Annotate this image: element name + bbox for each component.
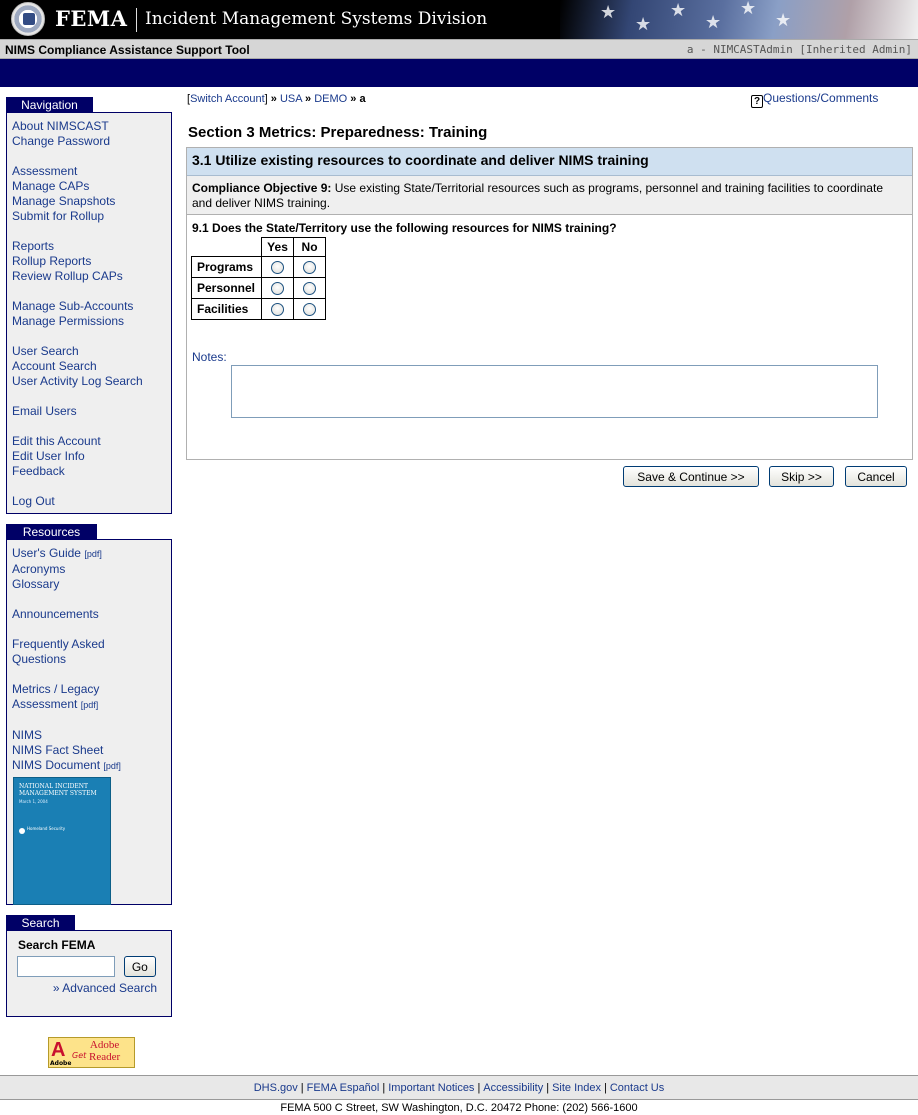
footer-links: DHS.gov | FEMA Español | Important Notices | Accessibility | Site Index | Contact Us — [0, 1075, 918, 1100]
fema-logo[interactable]: FEMA — [55, 6, 128, 31]
footer-link-fema-espanol[interactable]: FEMA Español — [306, 1082, 380, 1094]
sidebar-item-manage-sub-accounts[interactable]: Manage Sub-Accounts — [12, 299, 134, 313]
sidebar-item-submit-for-rollup[interactable]: Submit for Rollup — [12, 209, 105, 223]
user-info: a - NIMCASTAdmin [Inherited Admin] — [686, 43, 912, 56]
sidebar-item-edit-user-info[interactable]: Edit User Info — [12, 449, 85, 463]
sidebar-item-log-out[interactable]: Log Out — [12, 494, 55, 508]
sidebar-item-assessment[interactable]: Assessment — [12, 164, 78, 178]
table-row — [192, 278, 326, 299]
breadcrumb: [Switch Account] » USA » DEMO » a — [187, 93, 366, 105]
flag-banner: ★ ★ ★ ★ ★ ★ — [560, 0, 918, 39]
footer-link-contact-us[interactable]: Contact Us — [609, 1082, 665, 1094]
nims-fact-sheet-link[interactable]: NIMS Fact Sheet — [12, 743, 104, 757]
breadcrumb-current: a — [359, 93, 366, 105]
footer-link-dhs[interactable]: DHS.gov — [253, 1082, 298, 1094]
row-label-personnel: Personnel — [192, 278, 262, 299]
tool-bar — [0, 39, 918, 59]
breadcrumb-usa[interactable]: USA — [279, 93, 302, 105]
users-guide-link[interactable]: User's Guide [pdf] — [12, 546, 102, 560]
sidebar-item-rollup-reports[interactable]: Rollup Reports — [12, 254, 92, 268]
resources-tab: Resources — [6, 524, 97, 539]
blue-banner — [0, 59, 918, 87]
page-title: Section 3 Metrics: Preparedness: Training — [188, 124, 488, 141]
facilities-yes-radio[interactable] — [271, 303, 284, 316]
footer-link-accessibility[interactable]: Accessibility — [483, 1082, 544, 1094]
division-title: Incident Management Systems Division — [145, 9, 488, 29]
go-button[interactable]: Go — [124, 956, 156, 977]
sidebar-item-account-search[interactable]: Account Search — [12, 359, 97, 373]
facilities-no-radio[interactable] — [303, 303, 316, 316]
dhs-seal-icon — [11, 2, 45, 36]
sidebar-item-user-search[interactable]: User Search — [12, 344, 79, 358]
search-input[interactable] — [17, 956, 115, 977]
sidebar-item-manage-snapshots[interactable]: Manage Snapshots — [12, 194, 116, 208]
save-continue-button[interactable]: Save & Continue >> — [623, 466, 759, 487]
announcements-link[interactable]: Announcements — [12, 607, 99, 621]
sidebar-item-feedback[interactable]: Feedback — [12, 464, 65, 478]
panel-heading: 3.1 Utilize existing resources to coordinate and deliver NIMS training — [187, 148, 912, 176]
skip-button[interactable]: Skip >> — [769, 466, 834, 487]
compliance-objective: Compliance Objective 9: Use existing State/Territorial resources such as programs, personnel and training facilities to coordinate and deliver NIMS training. — [187, 176, 912, 215]
notes-label: Notes: — [192, 350, 227, 364]
programs-no-radio[interactable] — [303, 261, 316, 274]
adobe-logo-icon: A — [51, 1039, 66, 1061]
sidebar-item-edit-this-account[interactable]: Edit this Account — [12, 434, 101, 448]
get-adobe-reader-badge[interactable]: A Adobe Get Adobe Reader — [48, 1037, 135, 1068]
sidebar-item-about-nimscast[interactable]: About NIMSCAST — [12, 119, 109, 133]
sidebar-item-email-users[interactable]: Email Users — [12, 404, 77, 418]
personnel-yes-radio[interactable] — [271, 282, 284, 295]
navigation-box — [6, 112, 172, 514]
acronyms-link[interactable]: Acronyms — [12, 562, 66, 576]
questions-comments-link[interactable]: ? Questions/Comments — [751, 91, 878, 108]
resources-question-table — [191, 237, 326, 320]
footer-link-important-notices[interactable]: Important Notices — [388, 1082, 475, 1094]
search-tab: Search — [6, 915, 75, 930]
programs-yes-radio[interactable] — [271, 261, 284, 274]
column-no: No — [294, 238, 326, 257]
navigation-tab: Navigation — [6, 97, 93, 112]
column-yes: Yes — [262, 238, 294, 257]
dhs-seal-icon — [19, 828, 25, 834]
sidebar-item-reports[interactable]: Reports — [12, 239, 55, 253]
table-row — [192, 299, 326, 320]
resources-box — [6, 539, 172, 905]
sidebar-item-review-rollup-caps[interactable]: Review Rollup CAPs — [12, 269, 123, 283]
faq-link[interactable]: Frequently Asked Questions — [12, 637, 105, 666]
metric-panel — [186, 147, 913, 460]
tool-name: NIMS Compliance Assistance Support Tool — [5, 43, 250, 57]
header-divider — [136, 8, 137, 32]
nims-link[interactable]: NIMS — [12, 728, 42, 742]
nims-document-cover[interactable]: NATIONAL INCIDENT MANAGEMENT SYSTEM March 1, 2004 Homeland Security — [13, 777, 111, 905]
row-label-facilities: Facilities — [192, 299, 262, 320]
sidebar-item-manage-permissions[interactable]: Manage Permissions — [12, 314, 125, 328]
question-text: 9.1 Does the State/Territory use the following resources for NIMS training? — [192, 221, 617, 235]
glossary-link[interactable]: Glossary — [12, 577, 60, 591]
metrics-legacy-link[interactable]: Metrics / Legacy Assessment [pdf] — [12, 682, 100, 711]
footer-address: FEMA 500 C Street, SW Washington, D.C. 20472 Phone: (202) 566-1600 — [280, 1102, 638, 1114]
search-fema-label: Search FEMA — [18, 938, 96, 952]
help-icon: ? — [751, 95, 763, 108]
row-label-programs: Programs — [192, 257, 262, 278]
notes-textarea[interactable] — [231, 365, 878, 418]
advanced-search-link[interactable]: » Advanced Search — [52, 981, 157, 995]
switch-account-link[interactable]: Switch Account — [190, 93, 265, 105]
nims-document-link[interactable]: NIMS Document [pdf] — [12, 758, 121, 772]
footer-link-site-index[interactable]: Site Index — [552, 1082, 601, 1094]
sidebar-item-manage-caps[interactable]: Manage CAPs — [12, 179, 90, 193]
table-row — [192, 257, 326, 278]
fema-header — [0, 0, 918, 39]
breadcrumb-demo[interactable]: DEMO — [314, 93, 348, 105]
personnel-no-radio[interactable] — [303, 282, 316, 295]
search-box — [6, 930, 172, 1017]
cancel-button[interactable]: Cancel — [845, 466, 907, 487]
sidebar-item-user-activity-log-search[interactable]: User Activity Log Search — [12, 374, 143, 388]
sidebar-item-change-password[interactable]: Change Password — [12, 134, 111, 148]
